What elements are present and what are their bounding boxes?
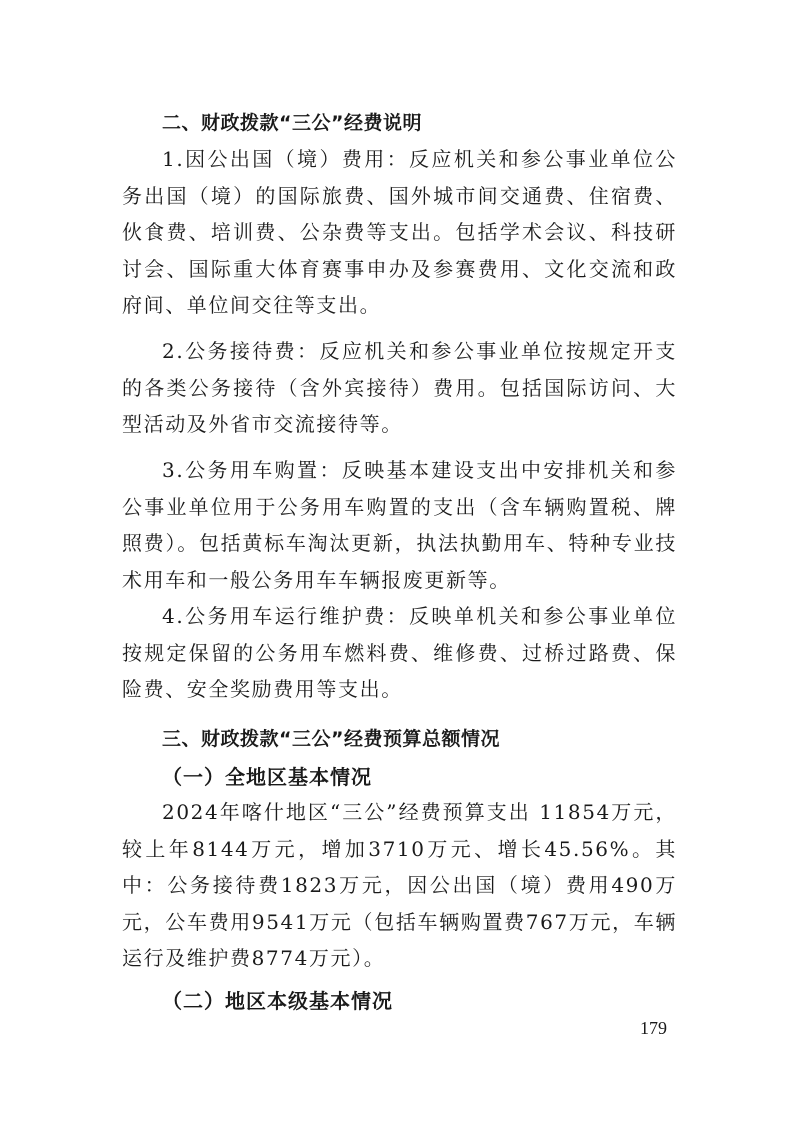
paragraph-vehicle-purchase: 3.公务用车购置：反映基本建设支出中安排机关和参公事业单位用于公务用车购置的支出（含车辆购置税、牌照费）。包括黄标车淘汰更新，执法执勤用车、特种专业技术用车和一般公务用车车辆报废更新等。 bbox=[122, 458, 677, 592]
section-heading-3: 三、财政拨款“三公”经费预算总额情况 bbox=[162, 728, 500, 750]
page-number: 179 bbox=[640, 1018, 667, 1038]
paragraph-overseas-travel: 1.因公出国（境）费用：反应机关和参公事业单位公务出国（境）的国际旅费、国外城市间交通费、住宿费、伙食费、培训费、公杂费等支出。包括学术会议、科技研讨会、国际重大体育赛事申办及参赛费用、文化交流和政府间、单位间交往等支出。 bbox=[122, 147, 677, 317]
section-heading-2: 二、财政拨款“三公”经费说明 bbox=[162, 112, 422, 134]
paragraph-vehicle-maintenance: 4.公务用车运行维护费：反映单机关和参公事业单位按规定保留的公务用车燃料费、维修费、过桥过路费、保险费、安全奖励费用等支出。 bbox=[122, 604, 677, 701]
paragraph-reception: 2.公务接待费：反应机关和参公事业单位按规定开支的各类公务接待（含外宾接待）费用。包括国际访问、大型活动及外省市交流接待等。 bbox=[122, 339, 677, 436]
subheading-region-level: （二）地区本级基本情况 bbox=[162, 989, 393, 1013]
subheading-region-overview: （一）全地区基本情况 bbox=[162, 765, 372, 789]
paragraph-budget-summary: 2024年喀什地区“三公”经费预算支出 11854万元，较上年8144万元，增加3710万元、增长45.56%。其中：公务接待费1823万元，因公出国（境）费用490万元，公车费用9541万元（包括车辆购置费767万元，车辆运行及维护费8774万元）。 bbox=[122, 800, 677, 970]
